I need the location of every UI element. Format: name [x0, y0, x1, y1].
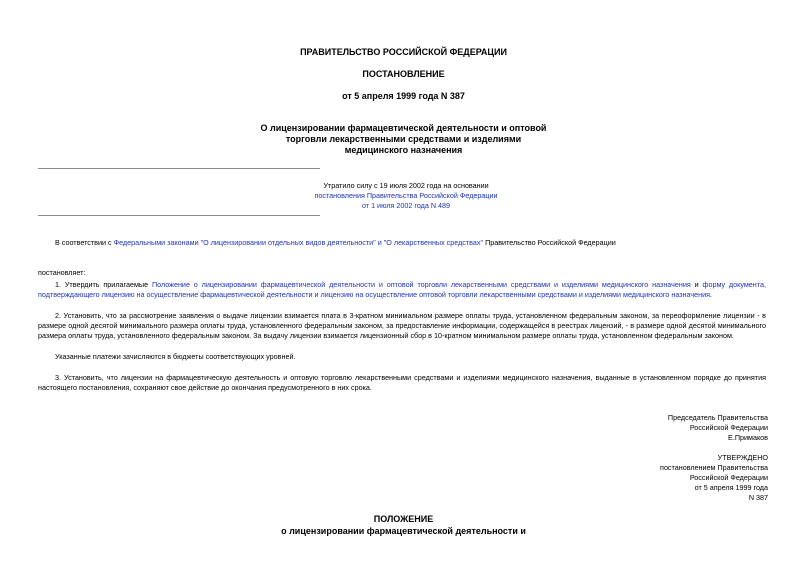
signature-name: Е.Примаков [728, 433, 768, 442]
signature-title: Председатель Правительства [667, 413, 768, 422]
document-title-line-1: О лицензировании фармацевтической деятельности и оптовой [260, 123, 547, 133]
repeal-link-line-2[interactable]: от 1 июля 2002 года N 489 [361, 201, 451, 210]
repeal-link-line-1[interactable]: постановления Правительства Российской Федерации [314, 191, 498, 200]
approved-number: N 387 [748, 493, 768, 502]
divider-bottom [38, 215, 320, 216]
regulation-link[interactable]: Положение о лицензировании фармацевтической деятельности и оптовой торговли лекарственными средствами и изделиями медицинского назначения [151, 280, 691, 289]
federal-laws-link[interactable]: Федеральными законами "О лицензировании отдельных видов деятельности" и "О лекарственных средствах" [113, 238, 484, 247]
document-title-line-3: медицинского назначения [344, 145, 463, 155]
item-1: 1. Утвердить прилагаемые Положение о лицензировании фармацевтической деятельности и оптовой торговли лекарственными средствами и изделиями медицинского назначения и форму документа, подтверждающего лицензию на осуществление фармацевтической деятельности и лицензию на осуществление оптовой торговли лекарственными средствами и изделиями медицинского назначения. [38, 280, 766, 299]
item-3: 3. Установить, что лицензии на фармацевтическую деятельность и оптовую торговлю лекарственными средствами и изделиями медицинского назначения, выданные в установленном порядке до принятия настоящего постановления, сохраняют свое действие до окончания предусмотренного в них срока. [38, 373, 766, 392]
approved-date: от 5 апреля 1999 года [694, 483, 768, 492]
approved-country: Российской Федерации [689, 473, 768, 482]
license-form-link[interactable]: форму документа, подтверждающего лицензию на осуществление фармацевтической деятельности и лицензию на осуществление оптовой торговли лекарственными средствами и изделиями медицинского назначения [38, 280, 766, 299]
status-note: Утратило силу с 19 июля 2002 года на основании [323, 181, 489, 190]
signature-country: Российской Федерации [689, 423, 768, 432]
regulation-subtitle: о лицензировании фармацевтической деятельности и [281, 526, 526, 536]
government-heading: ПРАВИТЕЛЬСТВО РОССИЙСКОЙ ФЕДЕРАЦИИ [300, 47, 507, 57]
approved-label: УТВЕРЖДЕНО [717, 453, 768, 462]
divider-top [38, 168, 320, 169]
document-date-number: от 5 апреля 1999 года N 387 [342, 91, 465, 101]
approved-by: постановлением Правительства [660, 463, 768, 472]
document-title-line-2: торговли лекарственными средствами и изделиями [285, 134, 522, 144]
document-type: ПОСТАНОВЛЕНИЕ [362, 69, 445, 79]
resolves-text: постановляет: [38, 268, 86, 277]
preamble: В соответствии с Федеральными законами "О лицензировании отдельных видов деятельности" и "О лекарственных средствах" Правительство Российской Федерации [55, 238, 616, 247]
fees-note: Указанные платежи зачисляются в бюджеты соответствующих уровней. [55, 352, 296, 361]
item-2: 2. Установить, что за рассмотрение заявления о выдаче лицензии взимается плата в 3-кратном минимальном размере оплаты труда, установленном федеральным законом, за переоформление лицензии - в размере одной десятой минимального размера оплаты труда, установленного федеральным законом, за предоставление информации, содержащейся в реестрах лицензий, - в размере одной десятой минимального размера оплаты труда, установленного федеральным законом. За выдачу лицензии взимается лицензионный сбор в 10-кратном минимальном размере оплаты труда, установленном федеральным законом. [38, 311, 766, 340]
regulation-heading: ПОЛОЖЕНИЕ [373, 514, 434, 524]
